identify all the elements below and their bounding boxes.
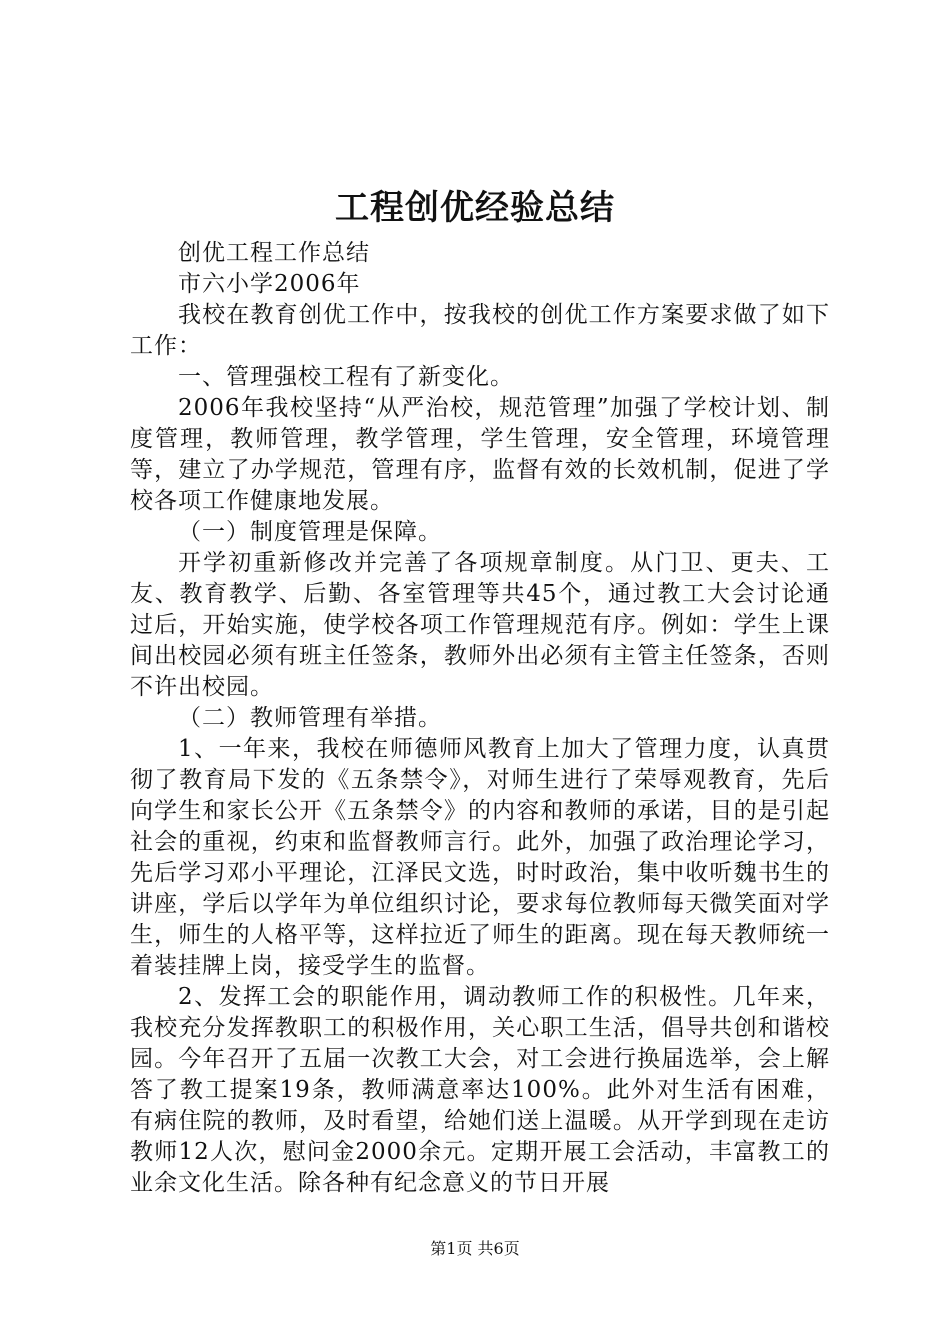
subsection-heading: （二）教师管理有举措。 [178, 705, 442, 731]
paragraph: 我校在教育创优工作中，按我校的创优工作方案要求做了如下工作： [130, 302, 830, 359]
paragraph: 2006年我校坚持“从严治校，规范管理”加强了学校计划、制度管理，教师管理，教学管理，学生管理，安全管理，环境管理等，建立了办学规范，管理有序，监督有效的长效机制，促进了学校各项工作健康地发展。 [130, 395, 830, 514]
paragraph: 市六小学2006年 [178, 271, 361, 297]
paragraph: 1、一年来，我校在师德师风教育上加大了管理力度，认真贯彻了教育局下发的《五条禁令》，对师生进行了荣辱观教育，先后向学生和家长公开《五条禁令》的内容和教师的承诺，目的是引起社会的重视，约束和监督教师言行。此外，加强了政治理论学习，先后学习邓小平理论，江泽民文选，时时政治，集中收听魏书生的讲座，学后以学年为单位组织讨论，要求每位教师每天微笑面对学生，师生的人格平等，这样拉近了师生的距离。现在每天教师统一着装挂牌上岗，接受学生的监督。 [130, 736, 830, 979]
section-heading: 一、管理强校工程有了新变化。 [178, 364, 514, 390]
paragraph: 开学初重新修改并完善了各项规章制度。从门卫、更夫、工友、教育教学、后勤、各室管理等共45个，通过教工大会讨论通过后，开始实施，使学校各项工作管理规范有序。例如：学生上课间出校园必须有班主任签条，教师外出必须有主管主任签条，否则不许出校园。 [130, 550, 830, 700]
document-title: 工程创优经验总结 [335, 188, 615, 228]
document-body [130, 238, 830, 1199]
paragraph: 2、发挥工会的职能作用，调动教师工作的积极性。几年来，我校充分发挥教职工的积极作用，关心职工生活，倡导共创和谐校园。今年召开了五届一次教工大会，对工会进行换届选举，会上解答了教工提案19条，教师满意率达100%。此外对生活有困难，有病住院的教师，及时看望，给她们送上温暖。从开学到现在走访教师12人次，慰问金2000余元。定期开展工会活动，丰富教工的业余文化生活。除各种有纪念意义的节日开展 [130, 984, 830, 1196]
page-footer: 第1页 共6页 [430, 1239, 520, 1258]
subsection-heading: （一）制度管理是保障。 [178, 519, 442, 545]
paragraph: 创优工程工作总结 [178, 240, 370, 266]
